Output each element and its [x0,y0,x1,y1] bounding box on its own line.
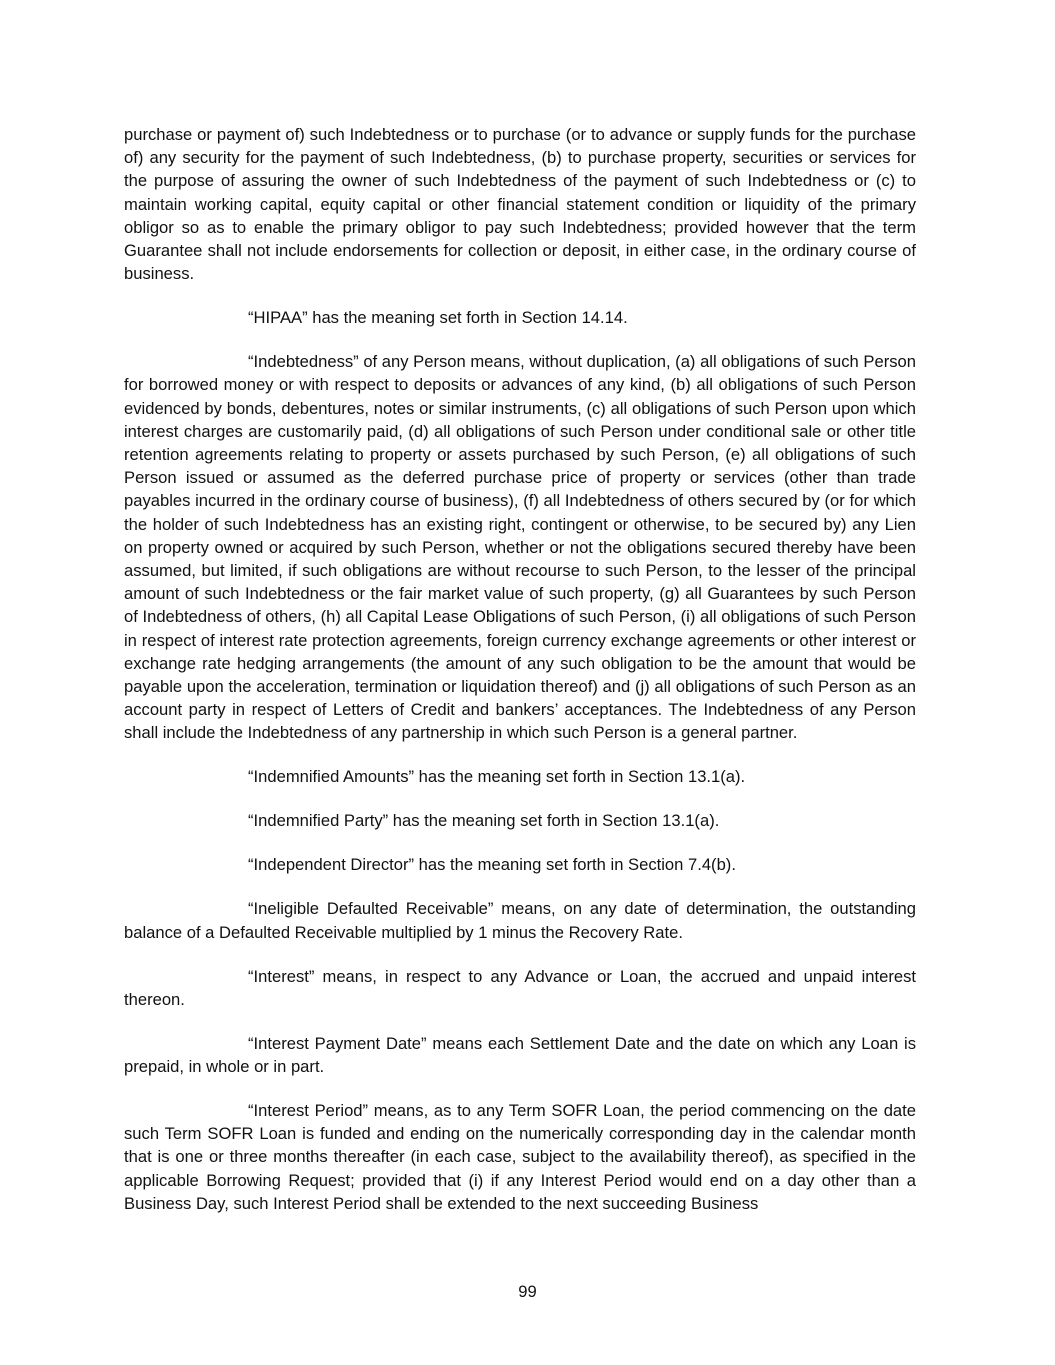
guarantee-continuation-paragraph: purchase or payment of) such Indebtedness or to purchase (or to advance or supply funds for the purchase of) any security for the payment of such Indebtedness, (b) to purchase property, securities or services for the purpose of assuring the owner of such Indebtedness of the payment of such Indebtedness or (c) to maintain working capital, equity capital or other financial statement condition or liquidity of the primary obligor so as to enable the primary obligor to pay such Indebtedness; provided however that the term Guarantee shall not include endorsements for collection or deposit, in either case, in the ordinary course of business. [124,125,916,284]
interest-payment-date-definition: “Interest Payment Date” means each Settlement Date and the date on which any Loan is prepaid, in whole or in part. [124,1033,916,1077]
document-page [124,123,916,1236]
interest-definition: “Interest” means, in respect to any Advance or Loan, the accrued and unpaid interest thereon. [124,966,916,1009]
indebtedness-definition: “Indebtedness” of any Person means, without duplication, (a) all obligations of such Person for borrowed money or with respect to deposits or advances of any kind, (b) all obligations of such Person evidenced by bonds, debentures, notes or similar instruments, (c) all obligations of such Person upon which interest charges are customarily paid, (d) all obligations of such Person under conditional sale or other title retention agreements relating to property or assets purchased by such Person, (e) all obligations of such Person issued or assumed as the deferred purchase price of property or services (other than trade payables incurred in the ordinary course of business), (f) all Indebtedness of others secured by (or for which the holder of such Indebtedness has an existing right, contingent or otherwise, to be secured by) any Lien on property owned or acquired by such Person, whether or not the obligations secured thereby have been assumed, but limited, if such obligations are without recourse to such Person, to the lesser of the principal amount of such Indebtedness or the fair market value of such property, (g) all Guarantees by such Person of Indebtedness of others, (h) all Capital Lease Obligations of such Person, (i) all obligations of such Person in respect of interest rate protection agreements, foreign currency exchange agreements or other interest or exchange rate hedging arrangements (the amount of any such obligation to be the amount that would be payable upon the acceleration, termination or liquidation thereof) and (j) all obligations of such Person as an account party in respect of Letters of Credit and bankers’ acceptances. The Indebtedness of any Person shall include the Indebtedness of any partnership in which such Person is a general partner. [124,352,916,743]
indemnified-amounts-definition: “Indemnified Amounts” has the meaning set forth in Section 13.1(a). [248,767,746,787]
page-number: 99 [518,1282,537,1301]
indemnified-party-definition: “Indemnified Party” has the meaning set forth in Section 13.1(a). [248,811,720,831]
hipaa-definition: “HIPAA” has the meaning set forth in Section 14.14. [248,308,628,328]
interest-period-definition: “Interest Period” means, as to any Term SOFR Loan, the period commencing on the date such Term SOFR Loan is funded and ending on the numerically corresponding day in the calendar month that is one or three months thereafter (in each case, subject to the availability thereof), as specified in the applicable Borrowing Request; provided that (i) if any Interest Period would end on a day other than a Business Day, such Interest Period shall be extended to the next succeeding Business [124,1101,916,1213]
ineligible-defaulted-receivable-definition: “Ineligible Defaulted Receivable” means, on any date of determination, the outstanding balance of a Defaulted Receivable multiplied by 1 minus the Recovery Rate. [124,899,916,942]
independent-director-definition: “Independent Director” has the meaning set forth in Section 7.4(b). [248,855,736,875]
